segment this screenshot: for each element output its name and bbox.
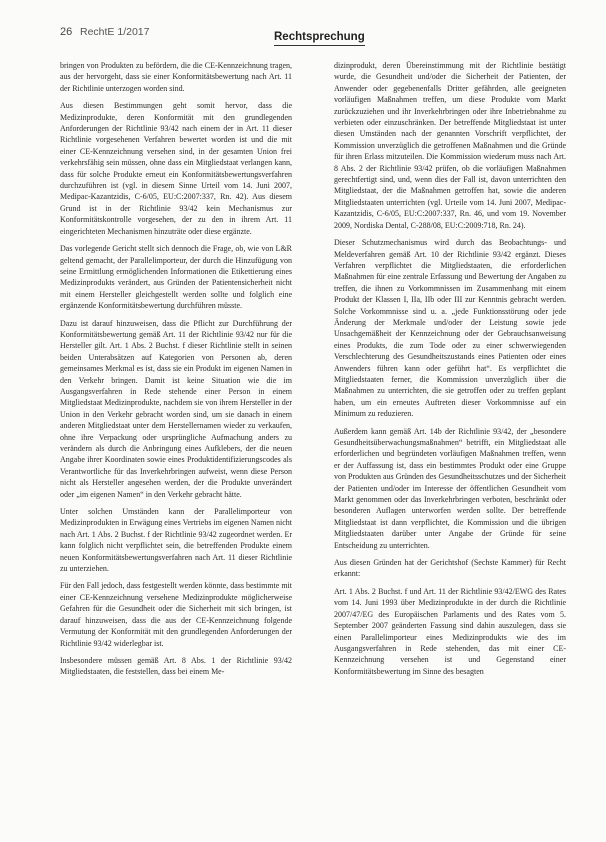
paragraph: Außerdem kann gemäß Art. 14b der Richtlinie 93/42, der „besondere Gesundheitsüberwachungsmaßnahmen“ betrifft, ein Mitgliedstaat alle erforderlichen und begründeten vorläufigen Maßnahmen treffen, wenn er der Auffassung ist, dass ein bestimmtes Produkt oder eine Gruppe von Produkten aus Gründen des Gesundheitsschutzes und der Sicherheit der Patienten und/oder im Interesse der öffentlichen Gesundheit vom Markt genommen oder das Inverkehrbringen verboten, beschränkt oder besonderen Auflagen unterworfen werden sollte. Der betreffende Mitgliedstaat ist dann verpflichtet, die Kommission und die übrigen Mitgliedstaaten darüber unter Angabe der Gründe für seine Entscheidung zu unterrichten. (334, 426, 566, 550)
paragraph: Aus diesen Bestimmungen geht somit hervor, dass die Medizinprodukte, deren Konformität mit den grundlegenden Anforderungen der Richtlinie 93/42 nach einem der in Art. 11 dieser Richtlinie vorgesehenen Verfahren bewertet worden ist und die mit einer CE-Kennzeichnung versehen sind, in der gesamten Union frei verkehrsfähig sein müssen, ohne dass ein Mitgliedstaat verlangen kann, dass für solche Produkte erneut ein Konformitätsbewertungsverfahren durchzuführen ist (vgl. in diesem Sinne Urteil vom 14. Juni 2007, Medipac-Kazantzidis, C-6/05, EU:C:2007:337, Rn. 42). Aus diesem Grund ist in der Richtlinie 93/42 kein Mechanismus zur Konformitätskontrolle vorgesehen, der zu den in ihrem Art. 11 eingerichteten Mechanismen hinzuträte oder diese ergänzte. (60, 101, 292, 236)
paragraph: Dazu ist darauf hinzuweisen, dass die Pflicht zur Durchführung der Konformitätsbewertung gemäß Art. 11 der Richtlinie 93/42 nur für die Hersteller gilt. Art. 1 Abs. 2 Buchst. f dieser Richtlinie stellt in seinen beiden Unterabsätzen auf Kategorien von Personen ab, deren gemeinsames Merkmal es ist, dass sie ein Produkt im eigenen Namen in den Verkehr bringen. Damit ist keine Situation wie die im Ausgangsverfahren in Rede stehende einer Person in einem Mitgliedstaat Medizinprodukte, nachdem sie von ihrem Hersteller in der Union in den Verkehr gebracht worden sind, um sie danach in einem anderen Mitgliedstaat unter dem Herstellernamen wieder zu verkaufen, ohne ihre Verpackung oder ursprüngliche Aufmachung anders zu verändern als durch die Anbringung eines Aufklebers, der die neuen Angabe ihrer Koordinaten sowie eines Produktidentifizierungscodes als Verantwortliche für das Inverkehrbringen aufweist, wenn diese Person nicht als Hersteller angesehen werden, der die Produkte unverändert oder „im eigenen Namen“ in den Verkehr gebracht hätte. (60, 318, 292, 499)
paragraph: Art. 1 Abs. 2 Buchst. f und Art. 11 der Richtlinie 93/42/EWG des Rates vom 14. Juni 1993 über Medizinprodukte in der durch die Richtlinie 2007/47/EG des Europäischen Parlaments und des Rates vom 5. September 2007 geänderten Fassung sind dahin auszulegen, dass sie einen Parallelimporteur eines Medizinprodukts wie des im Ausgangsverfahren in Rede stehenden, das mit einer CE-Kennzeichnung versehen ist und Gegenstand einer Konformitätsbewertung im Sinne des besagten (334, 586, 566, 676)
journal-reference: RechtE 1/2017 (80, 26, 150, 38)
paragraph: Für den Fall jedoch, dass festgestellt werden könnte, dass bestimmte mit einer CE-Kennzeichnung versehene Medizinprodukte möglicherweise Gefahren für die Gesundheit oder die Sicherheit mit sich bringen, ist darauf hinzuweisen, dass die aus der CE-Kennzeichnung folgende Vermutung der Konformität mit den grundlegenden Anforderungen der Richtlinie 93/42 widerlegbar ist. (60, 581, 292, 648)
page-header (60, 26, 560, 54)
paragraph: bringen von Produkten zu befördern, die die CE-Kennzeichnung tragen, aus der hervorgeht, dass sie einer Konformitätsbewertung nach Art. 11 der Richtlinie unterzogen worden sind. (60, 61, 292, 93)
paragraph: Dieser Schutzmechanismus wird durch das Beobachtungs- und Meldeverfahren gemäß Art. 10 der Richtlinie 93/42 ergänzt. Dieses Verfahren verpflichtet die Mitgliedstaaten, die erforderlichen Maßnahmen für eine zentrale Erfassung und Bewertung der Angaben zu treffen, die ihnen zu Vorkommnissen im Zusammenhang mit einem Produkt der Klassen I, IIa, IIb oder III zur Kenntnis gebracht werden. Solche Vorkommnisse sind u. a. „jede Funktionsstörung oder jede Änderung der Merkmale und/oder der Leistung sowie jede Unsachgemäßheit der Kennzeichnung oder der Gebrauchsanweisung eines Produkts, die zum Tode oder zu einer schwerwiegenden Verschlechterung des Gesundheitszustands eines Patienten oder eines Anwenders führen kann oder geführt hat“. Es verpflichtet die Mitgliedstaaten ferner, die Kommission unverzüglich über die Maßnahmen zu unterrichten, die sie getroffen oder zu treffen geplant haben, um ein erneutes Auftreten dieser Vorkommnisse auf ein Minimum zu reduzieren. (334, 238, 566, 419)
paragraph: Unter solchen Umständen kann der Parallelimporteur von Medizinprodukten in Erwägung eines Vertriebs im eigenen Namen nicht nach Art. 1 Abs. 2 Buchst. f der Richtlinie 93/42 zugeordnet werden. Er kann folglich nicht verpflichtet sein, die betreffenden Produkte einem neuen Konformitätsbewertungsverfahren nach Art. 11 dieser Richtlinie zu unterziehen. (60, 507, 292, 574)
paragraph: dizinprodukt, deren Übereinstimmung mit der Richtlinie bestätigt wurde, die Gesundheit und/oder die Sicherheit der Patienten, der Anwender oder gegebenenfalls Dritter gefährden, alle geeigneten vorläufigen Maßnahmen treffen, um diese Produkte vom Markt zurückzuziehen und ihr Inverkehrbringen oder ihre Inbetriebnahme zu verbieten oder einzuschränken. Der betreffende Mitgliedstaat ist unter diesen Umständen nach der genannten Vorschrift verpflichtet, der Kommission unverzüglich die getroffenen Maßnahmen und die Gründe für ihren Erlass mitzuteilen. Die Kommission wiederum muss nach Art. 8 Abs. 2 der Richtlinie 93/42 prüfen, ob die vorläufigen Maßnahmen gerechtfertigt sind, und, wenn dies der Fall ist, davon unterrichten den Mitgliedstaat, der die Maßnahmen getroffen hat, sowie die anderen Mitgliedstaaten unterrichten (vgl. Urteile vom 14. Juni 2007, Medipac-Kazantzidis, C-6/05, EU:C:2007:337, Rn. 46, und vom 19. November 2009, Nordiska Dental, C-288/08, EU:C:2009:718, Rn. 24). (334, 61, 566, 230)
section-title: Rechtsprechung (274, 31, 365, 46)
paragraph: Insbesondere müssen gemäß Art. 8 Abs. 1 der Richtlinie 93/42 Mitgliedstaaten, die feststellen, dass bei einem Me- (60, 655, 292, 677)
paragraph: Das vorlegende Gericht stellt sich dennoch die Frage, ob, wie von L&R geltend gemacht, der Parallelimporteur, der durch die Hinzufügung von seine Ermittlung ermöglichenden Informationen die Etikettierung eines Medizinprodukts verändert, aus Gründen der Patientensicherheit nicht mit einem Hersteller gleichgestellt werden sollte und folglich eine ergänzende Konformitätsbewertung durchführen müsste. (60, 244, 292, 311)
left-column (60, 60, 292, 830)
page-number: 26 (60, 26, 73, 38)
right-column (334, 60, 566, 830)
paragraph: Aus diesen Gründen hat der Gerichtshof (Sechste Kammer) für Recht erkannt: (334, 558, 566, 579)
